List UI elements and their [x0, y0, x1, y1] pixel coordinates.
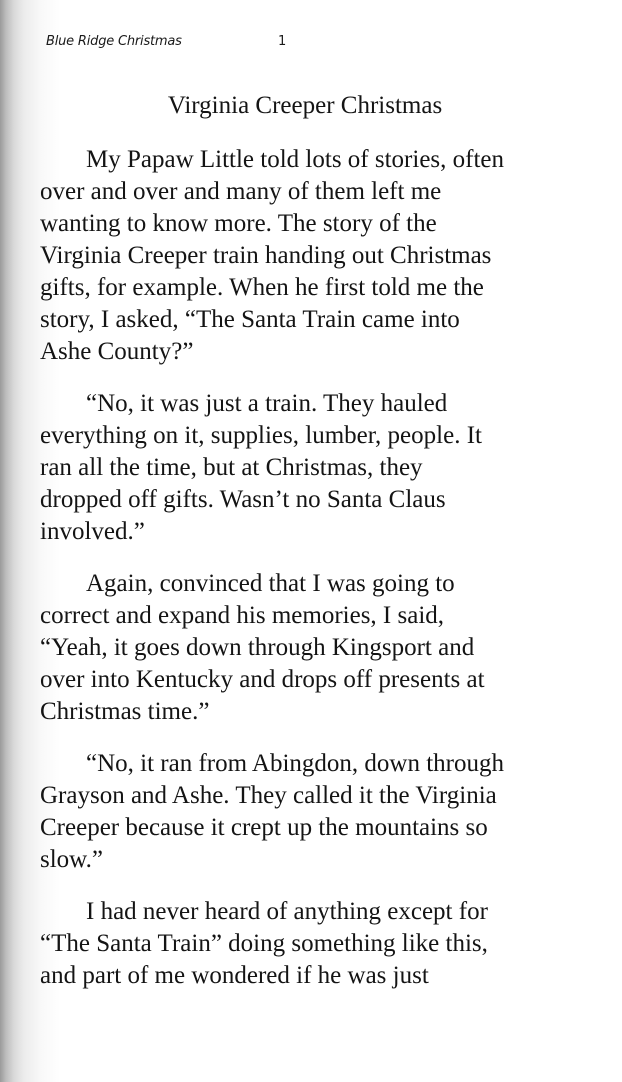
text-line: Ashe County?”: [40, 338, 194, 365]
text-line: “Yeah, it goes down through Kingsport and: [40, 634, 475, 661]
page-header: [46, 34, 586, 56]
text-line: “No, it was just a train. They hauled: [86, 390, 448, 417]
text-line: My Papaw Little told lots of stories, often: [86, 146, 505, 173]
text-line: I had never heard of anything except for: [86, 898, 488, 925]
text-line: dropped off gifts. Wasn’t no Santa Claus: [40, 486, 446, 513]
text-line: “No, it ran from Abingdon, down through: [86, 750, 505, 777]
text-line: gifts, for example. When he first told me the: [40, 274, 484, 301]
paragraph: [40, 896, 560, 992]
paragraph: [40, 568, 560, 728]
chapter-title: Virginia Creeper Christmas: [167, 92, 443, 119]
text-line: everything on it, supplies, lumber, people. It: [40, 422, 482, 449]
running-title: Blue Ridge Christmas: [46, 34, 182, 49]
paragraph: [40, 388, 560, 548]
paragraph: [40, 748, 560, 876]
text-line: involved.”: [40, 518, 145, 545]
text-line: story, I asked, “The Santa Train came into: [40, 306, 460, 333]
text-line: wanting to know more. The story of the: [40, 210, 437, 237]
text-line: correct and expand his memories, I said,: [40, 602, 445, 629]
text-line: over and over and many of them left me: [40, 178, 442, 205]
text-line: Creeper because it crept up the mountains so: [40, 814, 488, 841]
text-line: slow.”: [40, 846, 103, 873]
text-line: Again, convinced that I was going to: [86, 570, 455, 597]
text-line: over into Kentucky and drops off presents at: [40, 666, 485, 693]
text-line: “The Santa Train” doing something like this,: [40, 930, 488, 957]
body-text: [40, 144, 560, 1012]
text-line: Virginia Creeper train handing out Christmas: [40, 242, 492, 269]
text-line: ran all the time, but at Christmas, they: [40, 454, 423, 481]
page-number: 1: [278, 34, 287, 49]
paragraph: [40, 144, 560, 368]
text-line: and part of me wondered if he was just: [40, 962, 429, 989]
text-line: Grayson and Ashe. They called it the Virginia: [40, 782, 497, 809]
text-line: Christmas time.”: [40, 698, 210, 725]
